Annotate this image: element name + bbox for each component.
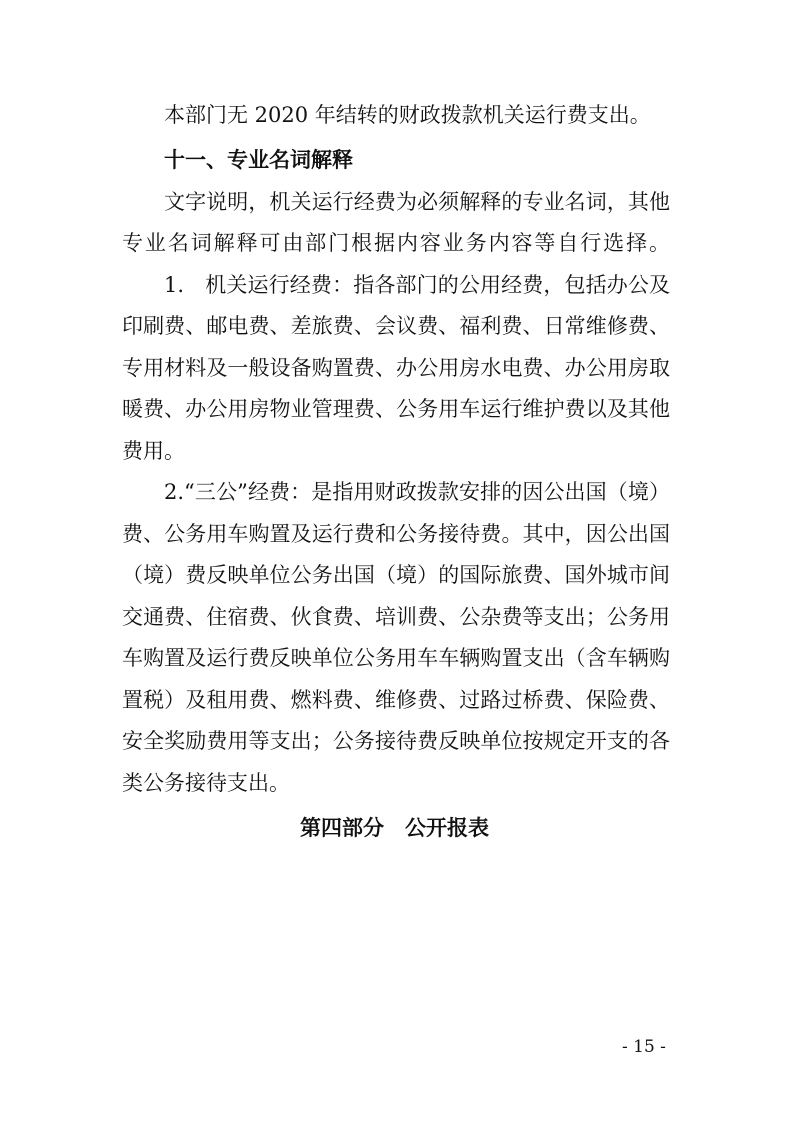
intro-paragraph: 本部门无 2020 年结转的财政拨款机关运行费支出。	[164, 103, 651, 127]
item-1-line: 费用。	[122, 439, 185, 463]
section-heading: 十一、专业名词解释	[164, 148, 353, 172]
item-2-line: 交通费、住宿费、伙食费、培训费、公杂费等支出；公务用	[122, 605, 670, 629]
item-2-line: 2.“三公”经费：是指用财政拨款安排的因公出国（境）	[164, 480, 670, 504]
item-1-line: 暖费、办公用房物业管理费、公务用车运行维护费以及其他	[122, 397, 670, 421]
page-number: - 15 -	[622, 1037, 666, 1057]
item-1-line: 专用材料及一般设备购置费、办公用房水电费、办公用房取	[122, 356, 670, 380]
item-2-line: 类公务接待支出。	[122, 771, 290, 795]
item-2-line: 车购置及运行费反映单位公务用车车辆购置支出（含车辆购	[122, 646, 670, 670]
item-2-line: 费、公务用车购置及运行费和公务接待费。其中，因公出国	[122, 522, 670, 546]
item-2-line: 安全奖励费用等支出；公务接待费反映单位按规定开支的各	[122, 729, 670, 753]
description-line: 专业名词解释可由部门根据内容业务内容等自行选择。	[122, 231, 670, 255]
description-line: 文字说明，机关运行经费为必须解释的专业名词，其他	[164, 190, 670, 214]
item-1-line: 1. 机关运行经费：指各部门的公用经费，包括办公及	[164, 273, 670, 297]
part-heading: 第四部分 公开报表	[300, 816, 489, 840]
item-2-line: （境）费反映单位公务出国（境）的国际旅费、国外城市间	[122, 563, 670, 587]
item-2-line: 置税）及租用费、燃料费、维修费、过路过桥费、保险费、	[122, 688, 670, 712]
item-1-line: 印刷费、邮电费、差旅费、会议费、福利费、日常维修费、	[122, 314, 670, 338]
